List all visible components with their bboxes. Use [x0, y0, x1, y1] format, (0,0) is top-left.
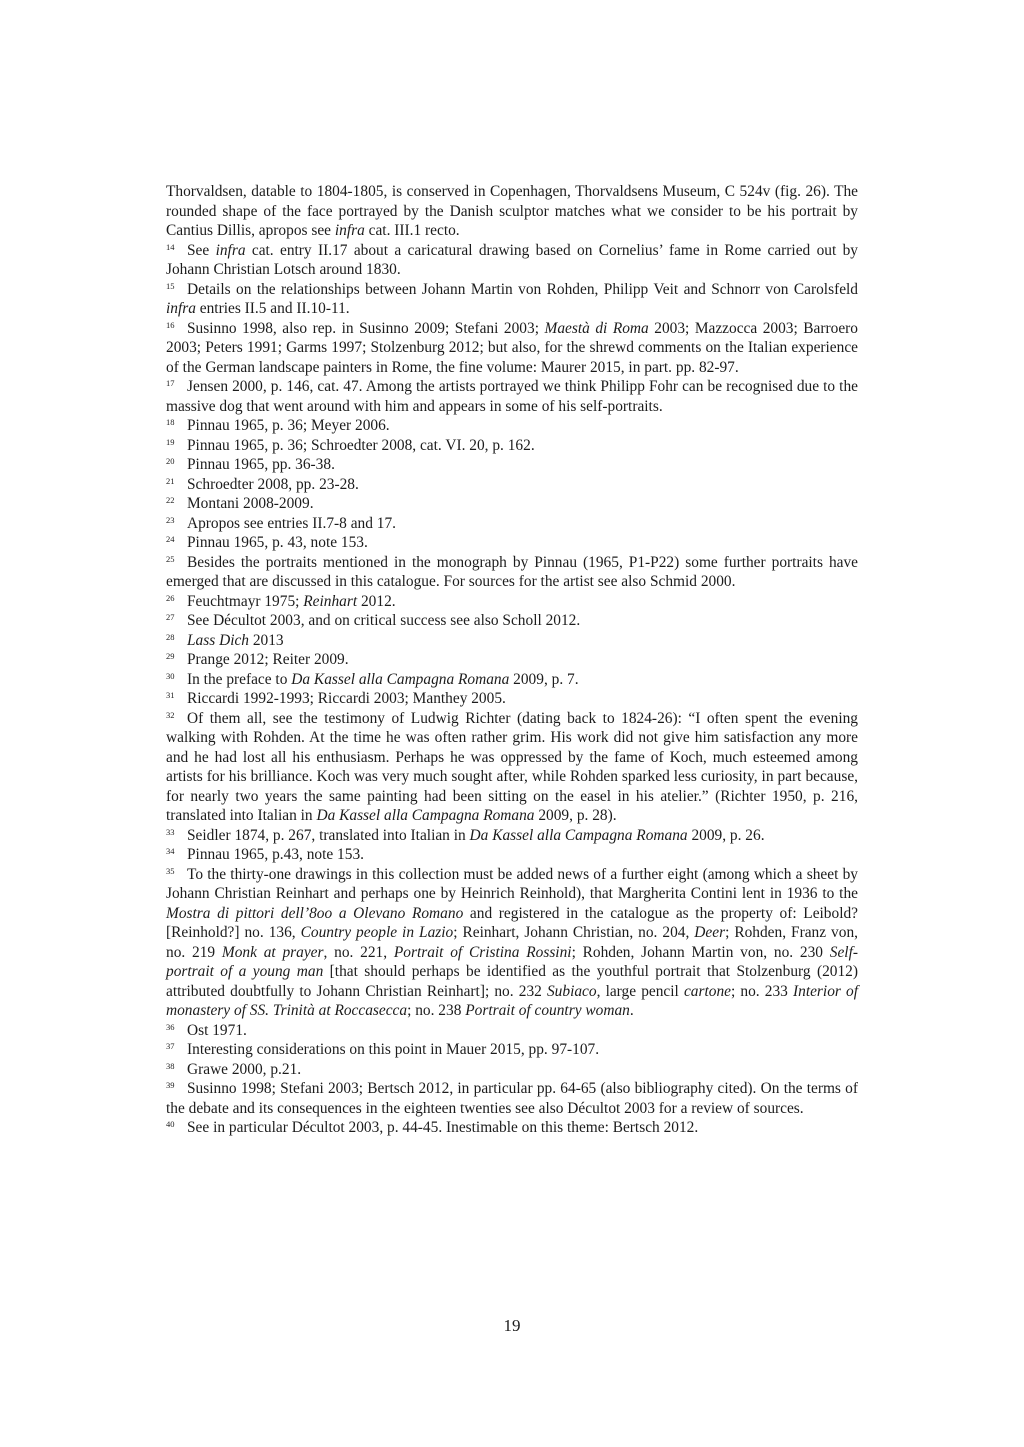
footnote: 25 Besides the portraits mentioned in the monograph by Pinnau (1965, P1-P22) some further portraits have emerged that are discussed in this catalogue. For sources for the artist see also Schmid 2000. — [166, 553, 858, 590]
footnote: 18 Pinnau 1965, p. 36; Meyer 2006. — [166, 417, 390, 434]
footnote: 20 Pinnau 1965, pp. 36-38. — [166, 456, 335, 473]
footnote-text: . — [629, 1002, 634, 1019]
footnote-text: 2009, p. 26. — [687, 826, 765, 844]
footnote-text: Pinnau 1965, p. 43, note 153. — [187, 534, 368, 551]
footnote-text: Besides the portraits mentioned in the monograph by Pinnau (1965, P1-P22) some further portraits have emerged that are discussed in this catalogue. For sources for the artist see also Schmid 2000. — [166, 553, 858, 590]
footnote: 37 Interesting considerations on this point in Mauer 2015, pp. 97-107. — [166, 1041, 600, 1058]
footnote-text: entries II.5 and II.10-11. — [195, 300, 350, 317]
footnote-text: 2009, p. 28). — [534, 807, 617, 824]
footnote: 33 Seidler 1874, p. 267, translated into Italian in Da Kassel alla Campagna Romana 2009, p. 26. — [166, 826, 765, 844]
footnote-text: Apropos see entries II.7-8 and 17. — [187, 514, 396, 532]
footnote-text: See in particular Décultot 2003, p. 44-45. Inestimable on this theme: Bertsch 2012. — [187, 1119, 699, 1136]
footnote — [166, 182, 858, 241]
footnote-text: 2003; Mazzocca 2003; Barroero 2003; Peters 1991; Garms 1997; Stolzenburg 2012; but also, for the shrewd comments on the Italian experience of the German landscape painters in Rome, the fine volume: Maurer 2015, in part. pp. 82-97. — [166, 319, 858, 376]
footnote-italic-text: infra — [166, 300, 196, 317]
footnote-italic-text: Portrait of Cristina Rossini — [393, 943, 572, 961]
footnote-text: Schroedter 2008, pp. 23-28. — [187, 475, 359, 493]
footnote-text: cat. entry II.17 about a caricatural drawing based on Cornelius’ fame in Rome carried out by Johann Christian Lotsch around 1830. — [166, 241, 858, 278]
footnote-italic-text: Da Kassel alla Campagna Romana — [469, 826, 688, 844]
footnote: 16 Susinno 1998, also rep. in Susinno 2009; Stefani 2003; Maestà di Roma 2003; Mazzocca 2003; Barroero 2003; Peters 1991; Garms 1997; Stolzenburg 2012; but also, for the shrewd comments on the Italian experience of the German landscape painters in Rome, the fine volume: Maurer 2015, in part. pp. 82-97. — [166, 319, 858, 376]
footnote: 32 Of them all, see the testimony of Ludwig Richter (dating back to 1824-26): “I often spent the evening walking with Rohden. At the time he was often rather grim. His work did not give him satisfaction any more and he had lost all his enthusiasm. Perhaps he was oppressed by the fame of Koch, much esteemed among artists for his brilliance. Koch was very much sought after, while Rohden sparked less curiosity, in part because, for nearly two years the same painting had been sitting on the easel in his atelier.” (Richter 1950, p. 216, translated into Italian in Da Kassel alla Campagna Romana 2009, p. 28). — [166, 709, 858, 824]
footnote: 21 Schroedter 2008, pp. 23-28. — [166, 475, 359, 493]
footnote-text: Details on the relationships between Johann Martin von Rohden, Philipp Veit and Schnorr von Carolsfeld — [187, 280, 858, 298]
footnote: 29 Prange 2012; Reiter 2009. — [166, 651, 349, 668]
footnote-text: ; Rohden, Johann Martin von, no. 230 — [571, 943, 830, 961]
footnote-text: Interesting considerations on this point in Mauer 2015, pp. 97-107. — [187, 1041, 600, 1058]
footnote-text: [that should perhaps be identified as the youthful portrait that Stolzenburg (2012) attributed doubtfully to Johann Christian Reinhart]; no. 232 — [166, 963, 858, 1000]
footnote-italic-text: Da Kassel alla Campagna Romana — [291, 670, 510, 688]
footnote-text: 2009, p. 7. — [509, 670, 579, 688]
footnote-text: 2013 — [249, 631, 284, 649]
footnote-text: 2012. — [357, 592, 396, 610]
footnote-text: ; no. 238 — [407, 1002, 466, 1019]
footnote-italic-text: Lass Dich — [187, 631, 249, 649]
footnote: 31 Riccardi 1992-1993; Riccardi 2003; Manthey 2005. — [166, 690, 506, 707]
footnote: 35 To the thirty-one drawings in this collection must be added news of a further eight (among which a sheet by Johann Christian Reinhart and perhaps one by Heinrich Reinhold), that Margherita Contini lent in 1936 to the Mostra di pittori dell’8oo a Olevano Romano and registered in the catalogue as the property of: Leibold? [Reinhold?] no. 136, Country people in Lazio; Reinhart, Johann Christian, no. 204, Deer; Rohden, Franz von, no. 219 Monk at prayer, no. 221, Portrait of Cristina Rossini; Rohden, Johann Martin von, no. 230 Self- portrait of a young man [that should perhaps be identified as the youthful portrait that Stolzenburg (2012) attributed doubtfully to Johann Christian Reinhart]; no. 232 Subiaco, large pencil cartone; no. 233 Interior of monastery of SS. Trinità at Roccasecca; no. 238 Portrait of country woman. — [166, 865, 858, 1019]
footnote-text: , no. 221, — [323, 943, 394, 961]
footnote-italic-text: Da Kassel alla Campagna Romana — [316, 807, 535, 824]
footnote: 24 Pinnau 1965, p. 43, note 153. — [166, 534, 368, 551]
footnote: 40 See in particular Décultot 2003, p. 44-45. Inestimable on this theme: Bertsch 2012. — [166, 1119, 699, 1136]
footnotes-block — [166, 182, 858, 1138]
footnote-text: Prange 2012; Reiter 2009. — [187, 651, 349, 668]
footnote: 26 Feuchtmayr 1975; Reinhart 2012. — [166, 592, 396, 610]
footnote-text: Feuchtmayr 1975; — [187, 592, 304, 610]
footnote-text: Thorvaldsen, datable to 1804-1805, is conserved in Copenhagen, Thorvaldsens Museum, C 524v (fig. 26). The rounded shape of the face portrayed by the Danish sculptor matches what we consider to be his portrait by Cantius Dillis, apropos see — [166, 183, 858, 239]
footnote-text: Pinnau 1965, p. 36; Schroedter 2008, cat. VI. 20, p. 162. — [187, 436, 535, 454]
footnote-italic-text: Portrait of country woman — [465, 1002, 630, 1019]
footnote: 19 Pinnau 1965, p. 36; Schroedter 2008, cat. VI. 20, p. 162. — [166, 436, 535, 454]
footnote: 36 Ost 1971. — [166, 1021, 247, 1039]
footnote-italic-text: Deer — [694, 924, 726, 941]
footnote: 14 See infra cat. entry II.17 about a caricatural drawing based on Cornelius’ fame in Rome carried out by Johann Christian Lotsch around 1830. — [166, 241, 858, 278]
footnote-text: In the preface to — [187, 670, 292, 688]
footnote-text: Grawe 2000, p.21. — [187, 1060, 302, 1078]
footnote-text: Pinnau 1965, p. 36; Meyer 2006. — [187, 417, 390, 434]
footnote-text: See — [187, 241, 216, 259]
page-number: 19 — [503, 1316, 521, 1335]
footnote-italic-text: Mostra di pittori dell’8oo a Olevano Romano — [166, 904, 464, 922]
footnote-text: Pinnau 1965, p.43, note 153. — [187, 846, 364, 863]
footnote-text: Seidler 1874, p. 267, translated into Italian in — [187, 826, 470, 844]
footnote-italic-text: infra — [334, 222, 365, 239]
footnote-text: Ost 1971. — [187, 1021, 247, 1039]
footnote: 39 Susinno 1998; Stefani 2003; Bertsch 2012, in particular pp. 64-65 (also bibliography cited). On the terms of the debate and its consequences in the eighteen twenties see also Décultot 2003 for a review of sources. — [166, 1080, 858, 1117]
footnote-italic-text: Subiaco — [546, 982, 597, 1000]
footnote-text: Susinno 1998, also rep. in Susinno 2009; Stefani 2003; — [187, 319, 545, 337]
footnote: 23 Apropos see entries II.7-8 and 17. — [166, 514, 396, 532]
footnote-text: cat. III.1 recto. — [364, 222, 460, 239]
footnote: 27 See Décultot 2003, and on critical success see also Scholl 2012. — [166, 612, 581, 629]
footnote-text: Of them all, see the testimony of Ludwig Richter (dating back to 1824-26): “I often spent the evening walking with Rohden. At the time he was often rather grim. His work did not give him satisfaction any more and he had lost all his enthusiasm. Perhaps he was oppressed by the fame of Koch, much esteemed among artists for his brilliance. Koch was very much sought after, while Rohden sparked less curiosity, in part because, for nearly two years the same painting had been sitting on the easel in his atelier.” (Richter 1950, p. 216, translated into Italian in — [166, 709, 858, 824]
footnote-text: Susinno 1998; Stefani 2003; Bertsch 2012, in particular pp. 64-65 (also bibliography cited). On the terms of the debate and its consequences in the eighteen twenties see also Décultot 2003 for a review of sources. — [166, 1080, 858, 1117]
footnote-text: Montani 2008-2009. — [187, 495, 314, 512]
footnote-italic-text: Country people in Lazio — [300, 924, 454, 941]
footnote-italic-text: Interior of monastery of SS. Trinità at Roccasecca — [166, 982, 858, 1019]
footnote-text: ; Reinhart, Johann Christian, no. 204, — [453, 924, 695, 941]
footnote-text: See Décultot 2003, and on critical success see also Scholl 2012. — [187, 612, 581, 629]
footnote-text: To the thirty-one drawings in this collection must be added news of a further eight (among which a sheet by Johann Christian Reinhart and perhaps one by Heinrich Reinhold), that Margherita Contini lent in 1936 to the — [166, 865, 858, 902]
footnote-text: Riccardi 1992-1993; Riccardi 2003; Manthey 2005. — [187, 690, 506, 707]
footnote: 17 Jensen 2000, p. 146, cat. 47. Among the artists portrayed we think Philipp Fohr can be recognised due to the massive dog that went around with him and appears in some of his self-portraits. — [166, 378, 858, 415]
footnote: 28 Lass Dich 2013 — [166, 631, 284, 649]
footnote-text: ; Rohden, Franz von, no. 219 — [166, 924, 858, 961]
footnote-italic-text: Self- portrait of a young man — [166, 943, 858, 980]
footnote-italic-text: Reinhart — [303, 592, 358, 610]
footnote: 22 Montani 2008-2009. — [166, 495, 314, 512]
footnote-text: Jensen 2000, p. 146, cat. 47. Among the artists portrayed we think Philipp Fohr can be recognised due to the massive dog that went around with him and appears in some of his self-portraits. — [166, 378, 858, 415]
footnote-text: Pinnau 1965, pp. 36-38. — [187, 456, 335, 473]
footnote-text: and registered in the catalogue as the property of: Leibold? [Reinhold?] no. 136, — [166, 904, 858, 941]
footnote: 38 Grawe 2000, p.21. — [166, 1060, 302, 1078]
footnote-italic-text: Maestà di Roma — [544, 319, 649, 337]
footnote-text: ; no. 233 — [730, 982, 793, 1000]
footnote-italic-text: cartone — [683, 982, 731, 1000]
footnote: 30 In the preface to Da Kassel alla Campagna Romana 2009, p. 7. — [166, 670, 579, 688]
footnote: 34 Pinnau 1965, p.43, note 153. — [166, 846, 364, 863]
footnote: 15 Details on the relationships between Johann Martin von Rohden, Philipp Veit and Schnorr von Carolsfeld infra entries II.5 and II.10-11. — [166, 280, 858, 317]
footnote-italic-text: Monk at prayer — [221, 943, 324, 961]
footnote-text: , large pencil — [596, 982, 684, 1000]
footnote-italic-text: infra — [215, 241, 246, 259]
